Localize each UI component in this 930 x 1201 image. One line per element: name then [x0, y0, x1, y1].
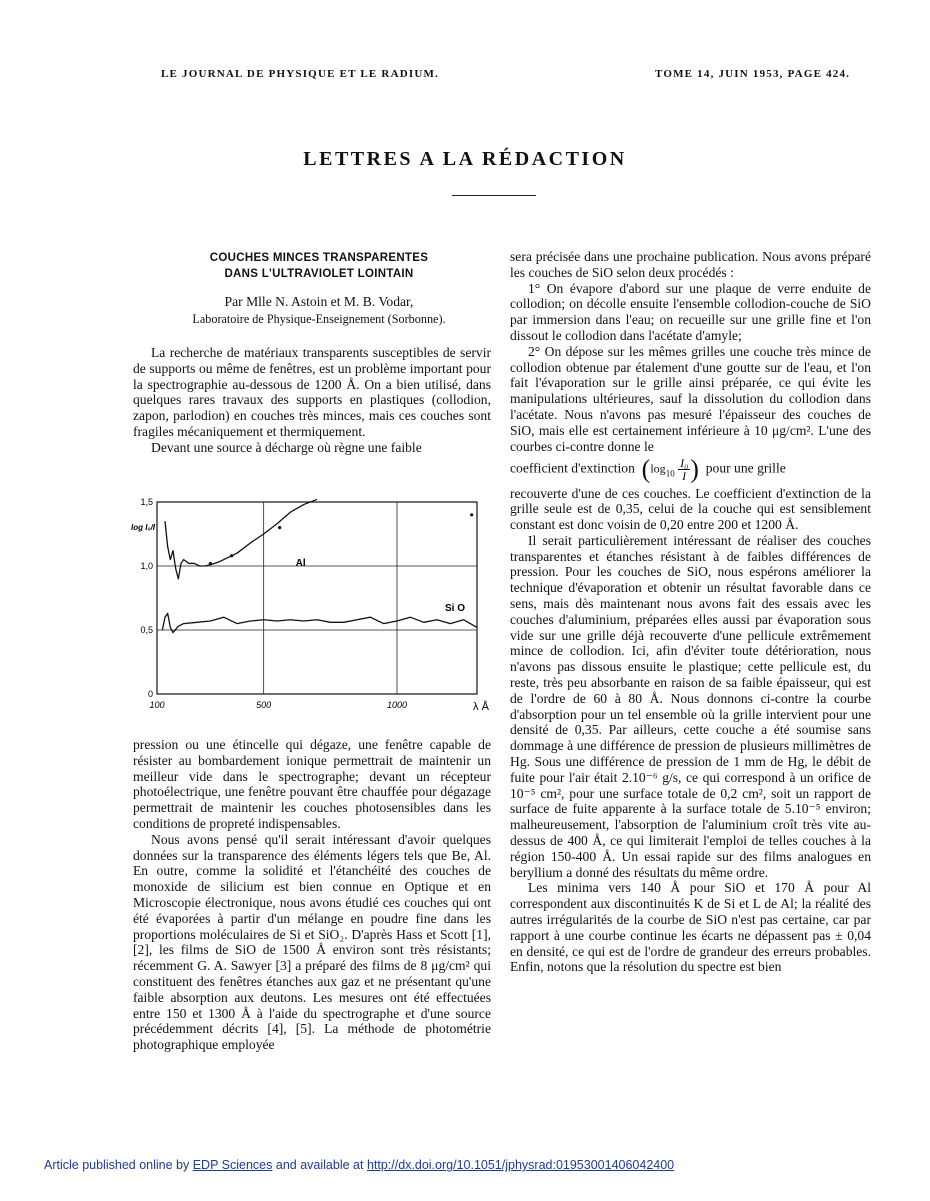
data-point	[230, 554, 233, 557]
data-point	[209, 562, 212, 565]
chart-plot	[131, 497, 490, 713]
y-tick-label: 1,5	[140, 497, 153, 507]
y-tick-label: 0,5	[140, 625, 153, 635]
data-point	[470, 513, 473, 516]
paragraph: Devant une source à décharge où règne une faible	[151, 439, 422, 455]
paragraph: recouverte d'une de ces couches. Le coefficient d'extinction de la grille seule est de 0,35, celui de la couche qui est sensiblement constant est donc voisin de 0,20 entre 200 et 1200 Å.	[510, 485, 871, 533]
absorption-figure	[125, 490, 497, 720]
paragraph: Nous avons pensé qu'il serait intéressant d'avoir quelques données sur la transparence des éléments légers tels que Be, Al. En outre, comme la solidité et l'étanchéité des couches de monoxide de silicium est bien connue en Optique et en Microscopie électronique, nous avons étudié ces couches qui ont été évaporées à partir d'un mélange en poudre fine dans les proportions moléculaires de Si et SiO₂. D'après Hass et Scott [1], [2], les films de SiO de 1500 Å environ sont très résistants; récemment G. A. Sawyer [3] a préparé des films de 8 μg/cm² qui constituent des fenêtres étanches aux gaz et ne présentant qu'une faible absorption aux deutons. Les mesures ont été effectuées entre 150 et 1300 Å à l'aide du spectrographe et d'une source précédemment décrits [4], [5]. La méthode de photométrie photographique employée	[133, 831, 491, 1053]
footer	[44, 1158, 674, 1172]
article-title-line2: DANS L'ULTRAVIOLET LOINTAIN	[224, 268, 414, 280]
left-column-top	[133, 345, 491, 456]
paragraph: Il serait particulièrement intéressant de réaliser des couches transparentes et étanches résistant à de faibles différences de pression. Pour les couches de SiO, nous espérons améliorer la technique d'évaporation et obtenir un résultat favorable dans ce sens, mais dès maintenant nous avons fait des essais avec les couches d'aluminium, préparées elles aussi par évaporation sous vide sur une grille déjà recouverte d'une pellicule extrêmement mince de collodion. Ici, afin d'éviter toute détérioration, nous n'avons pas dissous ensuite le plastique; cette pellicule est, du reste, très peu absorbante en raison de sa faible épaisseur, qui est de l'ordre de 60 à 80 Å. Nous donnons ci-contre la courbe d'absorption pour un tel ensemble où la grille intervient pour une densité de 0,35. Par ailleurs, cette couche a été soumise sans dommage à une différence de pression de plusieurs millimètres de Hg. Sous une différence de pression de 1 mm de Hg, le débit de fuite pour l'air était 2.10⁻⁶ g/s, ce qui correspond à un orifice de 10⁻⁵ cm², pour une surface totale de 0,2 cm², soit un rapport de surface de fuite apparente à la surface totale de 5.10⁻⁵ environ; malheureusement, l'absorption de l'aluminium croît très vite au-dessus de 400 Å, ce qui limiterait l'emploi de telles couches à la région 150-400 Å. Un essai rapide sur des films analogues en beryllium a donné des résultats du même ordre.	[510, 532, 871, 880]
paragraph: Les minima vers 140 Å pour SiO et 170 Å pour Al correspondent aux discontinuités K de Si et L de Al; la réalité des autres irrégularités de la courbe de SiO n'est pas certaine, car par rapport à une courbe continue les écarts ne dépassent pas ± 0,04 en densité, ce qui est de l'ordre de grandeur des erreurs probables. Enfin, notons que la résolution du spectre est bien	[510, 880, 871, 975]
x-tick-label: 500	[256, 700, 272, 710]
x-tick-label: 100	[149, 700, 165, 710]
formula-text-before: coefficient d'extinction	[510, 460, 635, 476]
series-label: Si O	[445, 602, 466, 614]
formula-fraction	[678, 457, 690, 482]
formula-denominator: I	[682, 469, 687, 484]
article-affiliation: Laboratoire de Physique-Enseignement (Sorbonne).	[192, 312, 446, 326]
paragraph: 2° On dépose sur les mêmes grilles une couche très mince de collodion obtenue par étalement d'une goutte sur de l'eau, et l'on fait l'évaporation sur le grille ainsi préparée, ce qui évite les manipulations ultérieures, sauf la dissolution du collodion dans l'acétate. Nous n'avons pas mesuré l'épaisseur des couches de SiO, mais elle est certainement inférieure à 10 μg/cm². L'une des courbes ci-contre donne le	[510, 343, 871, 454]
paragraph: 1° On évapore d'abord sur une plaque de verre enduite de collodion; on décolle ensuite l'ensemble collodion-couche de SiO par immersion dans l'eau; on recueille sur une grille fine et l'on dissout le collodion dans l'acétate d'amyle;	[510, 280, 871, 343]
formula-line: coefficient d'extinction ($\log_{10}$ $\frac{\text{I₀}}{I}$) pour une grille	[510, 454, 786, 484]
article-authors: Par Mlle N. Astoin et M. B. Vodar,	[224, 294, 414, 309]
footer-prefix: Article published online by	[44, 1158, 190, 1172]
paragraph: La recherche de matériaux transparents susceptibles de servir de supports ou même de fenêtres, est un problème important pour la spectrographie au-dessous de 1200 Å. On a bien utilisé, dans quelques rares travaux des supports en plastiques (collodion, zapon, parlodion) en couches très minces, mais ces couches sont fragiles mécaniquement et thermiquement.	[133, 345, 491, 439]
x-tick-label: 1000	[386, 700, 408, 710]
data-point	[278, 526, 281, 529]
series-label: Al	[295, 558, 306, 569]
left-column-bottom	[133, 737, 491, 1053]
y-tick-label: 0	[147, 689, 153, 699]
formula-numerator: I₀	[680, 456, 689, 471]
formula-log: log	[650, 461, 666, 476]
x-axis-label: λ Å	[473, 701, 489, 713]
article-heading	[140, 250, 498, 327]
paragraph: pression ou une étincelle qui dégaze, une fenêtre capable de résister au bombardement ionique permettrait de maintenir un meilleur vide dans le spectrographe; devant un récepteur photoélectrique, une fenêtre pouvant être chauffée pour dégazage permettrait de maintenir les couches photosensibles dans les conditions de propreté indispensables.	[133, 737, 491, 831]
formula-sub: 10	[665, 468, 675, 479]
formula-text-after: pour une grille	[705, 460, 786, 476]
y-tick-label: 1,0	[140, 561, 153, 571]
y-axis-label: log I₀/I	[130, 523, 156, 532]
doi-link[interactable]: http://dx.doi.org/10.1051/jphysrad:01953001406042400	[366, 1158, 675, 1172]
footer-middle: and available at	[275, 1158, 364, 1172]
issue-header: TOME 14, JUIN 1953, PAGE 424.	[655, 68, 851, 80]
plot-frame	[157, 502, 477, 694]
right-column	[510, 249, 871, 975]
article-title-line1: COUCHES MINCES TRANSPARENTES	[209, 252, 429, 264]
series-line-0	[165, 499, 317, 578]
paragraph: sera précisée dans une prochaine publication. Nous avons préparé les couches de SiO selon deux procédés :	[510, 249, 871, 280]
title-rule	[452, 195, 536, 196]
journal-header: LE JOURNAL DE PHYSIQUE ET LE RADIUM.	[161, 68, 440, 80]
section-title: LETTRES A LA RÉDACTION	[303, 148, 627, 170]
publisher-link[interactable]: EDP Sciences	[192, 1158, 273, 1172]
